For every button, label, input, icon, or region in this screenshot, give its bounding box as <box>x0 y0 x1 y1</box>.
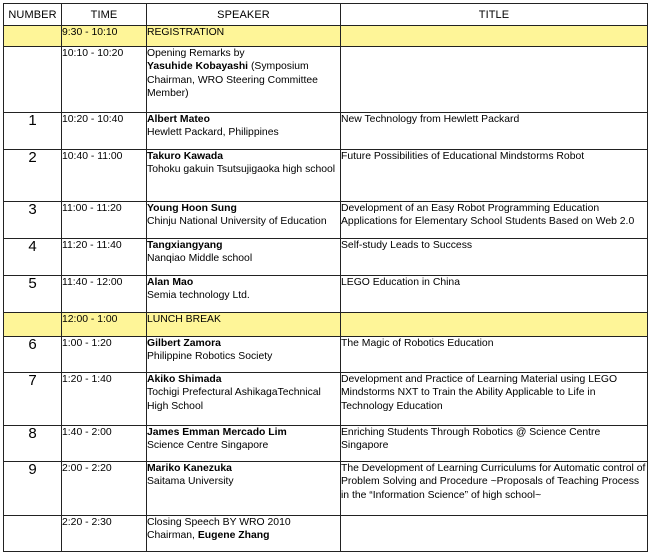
speaker-name: Albert Mateo <box>147 114 210 125</box>
row-time: 10:40 - 11:00 <box>62 150 147 202</box>
table-row <box>4 26 648 47</box>
row-speaker <box>147 239 341 276</box>
speaker-name: Young Hoon Sung <box>147 203 237 214</box>
row-number <box>4 47 62 113</box>
speaker-name: Mariko Kanezuka <box>147 463 232 474</box>
row-title: The Magic of Robotics Education <box>341 337 648 373</box>
row-speaker <box>147 113 341 150</box>
table-row <box>4 47 648 113</box>
row-time: 11:40 - 12:00 <box>62 276 147 313</box>
header-title: TITLE <box>341 4 648 26</box>
row-number <box>4 516 62 552</box>
speaker-name: Tangxiangyang <box>147 240 223 251</box>
speaker-name: James Emman Mercado Lim <box>147 427 287 438</box>
speaker-affiliation: Chinju National University of Education <box>147 216 327 228</box>
row-title <box>341 516 648 552</box>
header-speaker: SPEAKER <box>147 4 341 26</box>
row-speaker <box>147 276 341 313</box>
row-speaker <box>147 47 341 113</box>
row-speaker <box>147 373 341 426</box>
row-title: LEGO Education in China <box>341 276 648 313</box>
row-speaker <box>147 516 341 552</box>
row-title <box>341 26 648 47</box>
row-time: 1:40 - 2:00 <box>62 426 147 462</box>
row-time: 1:20 - 1:40 <box>62 373 147 426</box>
row-time: 10:20 - 10:40 <box>62 113 147 150</box>
schedule-table <box>3 3 648 552</box>
table-row <box>4 373 648 426</box>
row-title: Self-study Leads to Success <box>341 239 648 276</box>
speaker-prefix: LUNCH BREAK <box>147 314 221 325</box>
row-number: 2 <box>4 150 62 202</box>
table-row <box>4 462 648 516</box>
row-number: 5 <box>4 276 62 313</box>
row-title <box>341 313 648 337</box>
table-row <box>4 426 648 462</box>
speaker-name: Takuro Kawada <box>147 151 224 162</box>
speaker-affiliation: Science Centre Singapore <box>147 440 269 452</box>
table-row <box>4 202 648 239</box>
speaker-affiliation: Saitama University <box>147 476 234 488</box>
speaker-prefix: Closing Speech BY WRO 2010 Chairman, <box>147 517 291 542</box>
speaker-prefix: Opening Remarks by <box>147 48 245 59</box>
speaker-affiliation: Semia technology Ltd. <box>147 290 250 302</box>
header-time: TIME <box>62 4 147 26</box>
header-number: NUMBER <box>4 4 62 26</box>
row-number <box>4 313 62 337</box>
speaker-affiliation: (Symposium Chairman, WRO Steering Committee Member) <box>147 61 318 99</box>
row-title: Future Possibilities of Educational Mindstorms Robot <box>341 150 648 202</box>
speaker-name: Eugene Zhang <box>197 530 270 542</box>
row-speaker <box>147 150 341 202</box>
row-time: 9:30 - 10:10 <box>62 26 147 47</box>
row-number: 8 <box>4 426 62 462</box>
speaker-name: Akiko Shimada <box>147 374 222 385</box>
row-title: The Development of Learning Curriculums for Automatic control of Problem Solving and Procedure ~Proposals of Teaching Process in the “Information Science” of high school~ <box>341 462 648 516</box>
table-row <box>4 313 648 337</box>
row-number: 3 <box>4 202 62 239</box>
row-number: 6 <box>4 337 62 373</box>
row-speaker <box>147 426 341 462</box>
speaker-affiliation: Hewlett Packard, Philippines <box>147 127 279 139</box>
row-number: 9 <box>4 462 62 516</box>
row-time: 1:00 - 1:20 <box>62 337 147 373</box>
row-time: 12:00 - 1:00 <box>62 313 147 337</box>
speaker-affiliation: Philippine Robotics Society <box>147 351 273 363</box>
row-title: Development and Practice of Learning Material using LEGO Mindstorms NXT to Train the Ability Applicable to Life in Technology Education <box>341 373 648 426</box>
row-title: Enriching Students Through Robotics @ Science Centre Singapore <box>341 426 648 462</box>
row-time: 11:20 - 11:40 <box>62 239 147 276</box>
table-row <box>4 113 648 150</box>
row-time: 2:00 - 2:20 <box>62 462 147 516</box>
row-number: 4 <box>4 239 62 276</box>
row-speaker <box>147 202 341 239</box>
speaker-affiliation: Tohoku gakuin Tsutsujigaoka high school <box>147 164 336 176</box>
row-speaker <box>147 337 341 373</box>
row-speaker <box>147 462 341 516</box>
speaker-affiliation: Nanqiao Middle school <box>147 253 253 265</box>
speaker-name: Yasuhide Kobayashi <box>147 61 249 73</box>
row-title: Development of an Easy Robot Programming Education Applications for Elementary School Students Based on Web 2.0 <box>341 202 648 239</box>
row-number: 7 <box>4 373 62 426</box>
speaker-prefix: REGISTRATION <box>147 27 225 38</box>
speaker-affiliation: Tochigi Prefectural AshikagaTechnical High School <box>147 387 321 412</box>
header-row <box>4 4 648 26</box>
speaker-name: Gilbert Zamora <box>147 338 221 349</box>
table-row <box>4 239 648 276</box>
row-time: 10:10 - 10:20 <box>62 47 147 113</box>
table-row <box>4 276 648 313</box>
table-row <box>4 337 648 373</box>
row-title <box>341 47 648 113</box>
speaker-name: Alan Mao <box>147 277 194 288</box>
row-number <box>4 26 62 47</box>
row-time: 2:20 - 2:30 <box>62 516 147 552</box>
row-title: New Technology from Hewlett Packard <box>341 113 648 150</box>
row-speaker <box>147 26 341 47</box>
table-row <box>4 516 648 552</box>
row-time: 11:00 - 11:20 <box>62 202 147 239</box>
row-speaker <box>147 313 341 337</box>
row-number: 1 <box>4 113 62 150</box>
table-row <box>4 150 648 202</box>
